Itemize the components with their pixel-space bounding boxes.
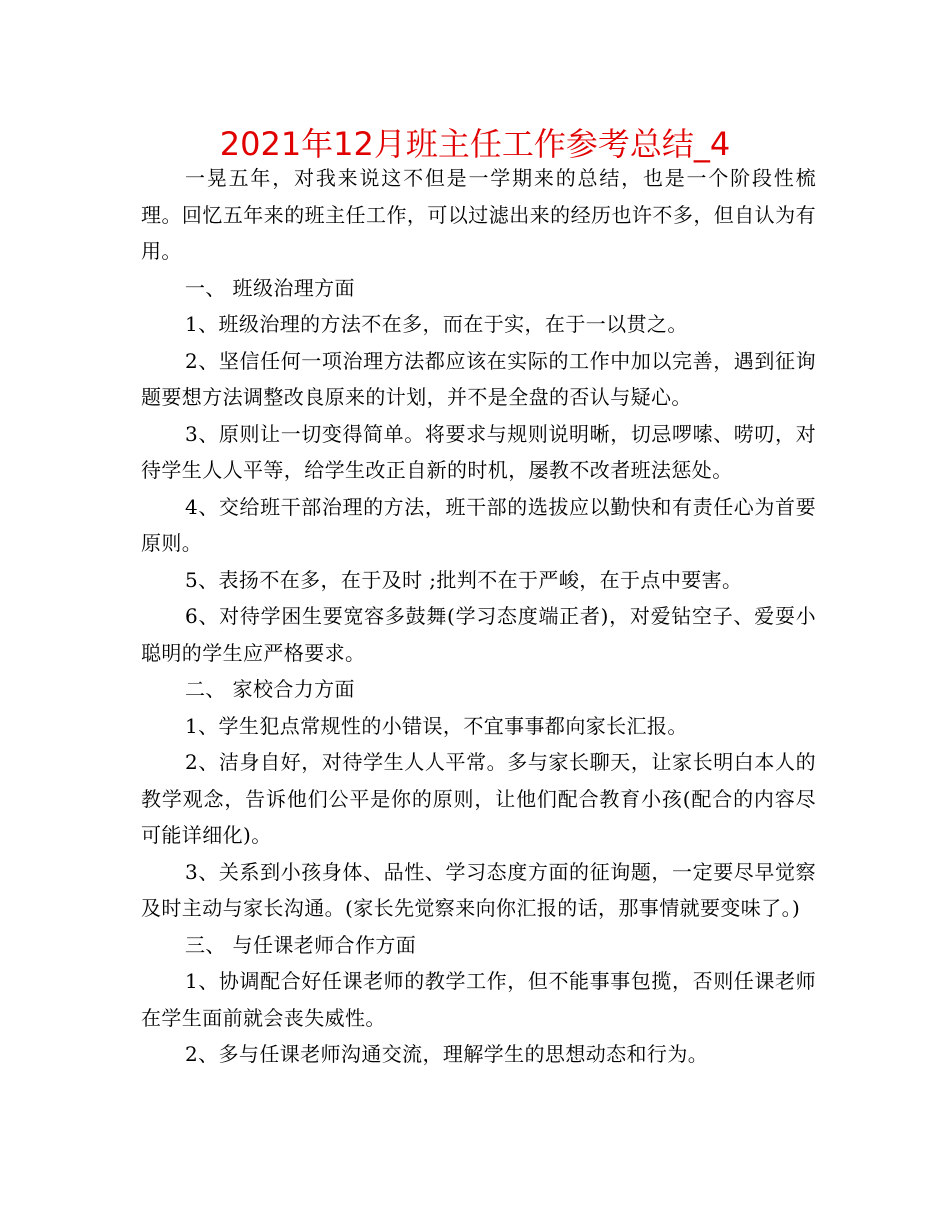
document-title: 2021年12月班主任工作参考总结_4 (219, 125, 731, 163)
list-item: 3、原则让一切变得简单。将要求与规则说明晰，切忌啰嗦、唠叨，对待学生人人平等，给学生改正自新的时机，屡教不改者班法惩处。 (141, 421, 816, 482)
list-item: 2、坚信任何一项治理方法都应该在实际的工作中加以完善，遇到征询题要想方法调整改良原来的计划，并不是全盘的否认与疑心。 (141, 348, 816, 409)
list-item: 5、表扬不在多，在于及时 ;批判不在于严峻，在于点中要害。 (185, 567, 743, 592)
list-item: 4、交给班干部治理的方法，班干部的选拔应以勤快和有责任心为首要原则。 (141, 494, 816, 555)
list-item: 2、洁身自好，对待学生人人平常。多与家长聊天，让家长明白本人的教学观念，告诉他们公平是你的原则，让他们配合教育小孩(配合的内容尽可能详细化)。 (141, 750, 816, 847)
list-item: 1、协调配合好任课老师的教学工作，但不能事事包揽，否则任课老师在学生面前就会丧失威性。 (141, 969, 816, 1030)
document-body (141, 160, 816, 1073)
list-item: 1、学生犯点常规性的小错误，不宜事事都向家长汇报。 (185, 713, 688, 738)
section-heading-teacher-cooperation: 三、 与任课老师合作方面 (185, 932, 417, 957)
list-item: 6、对待学困生要宽容多鼓舞(学习态度端正者)，对爱钻空子、爱耍小聪明的学生应严格要求。 (141, 604, 816, 665)
list-item: 1、班级治理的方法不在多，而在于实，在于一以贯之。 (185, 312, 688, 336)
list-item: 3、关系到小孩身体、品性、学习态度方面的征询题，一定要尽早觉察及时主动与家长沟通。(家长先觉察来向你汇报的话，那事情就要变味了。) (141, 859, 816, 920)
section-heading-class-management: 一、 班级治理方面 (185, 275, 355, 300)
intro-paragraph: 一晃五年，对我来说这不但是一学期来的总结，也是一个阶段性梳理。回忆五年来的班主任工作，可以过滤出来的经历也许不多，但自认为有用。 (141, 166, 816, 263)
section-heading-home-school: 二、 家校合力方面 (185, 677, 355, 701)
list-item: 2、多与任课老师沟通交流，理解学生的思想动态和行为。 (185, 1042, 709, 1066)
